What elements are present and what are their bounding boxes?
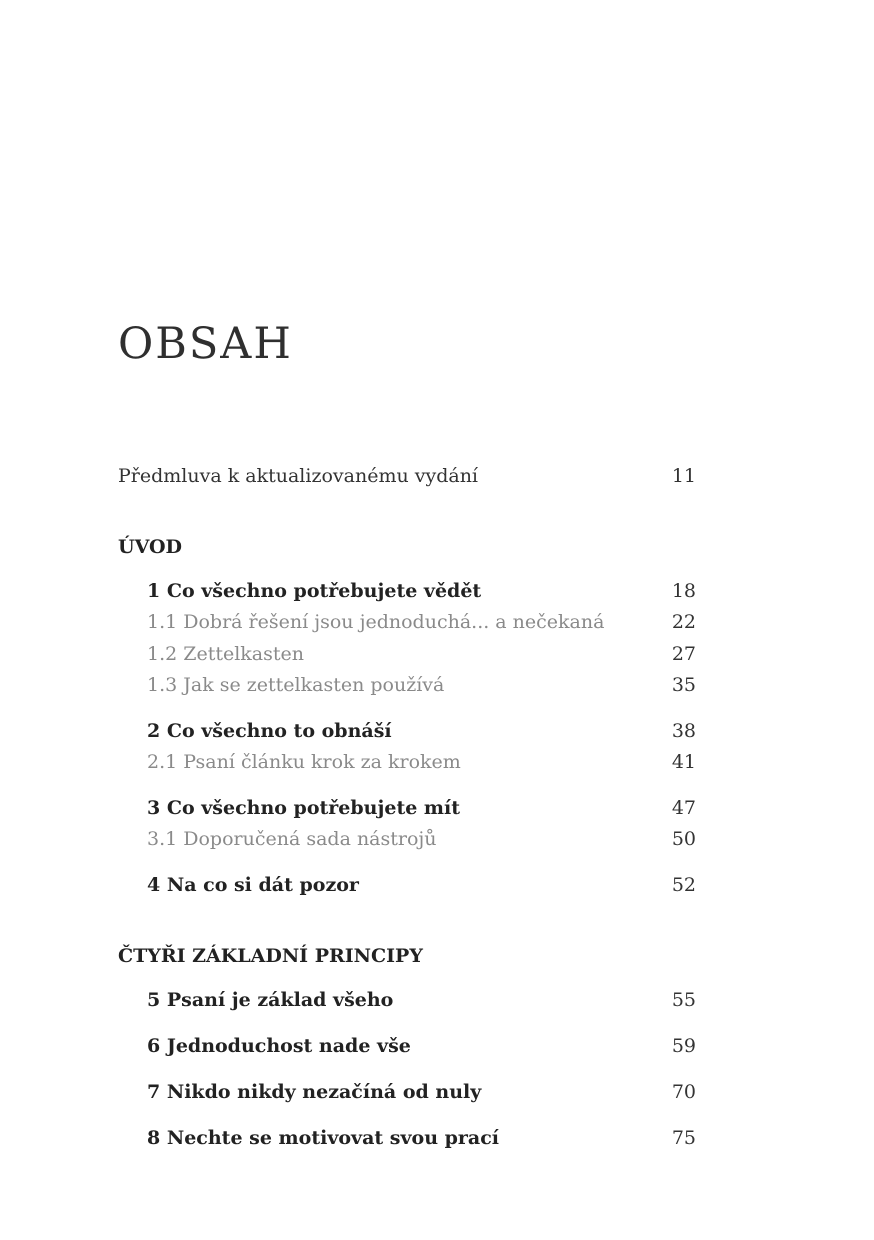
toc-entry-label: 1.3 Jak se zettelkasten používá <box>147 674 445 696</box>
section-heading-principy: ČTYŘI ZÁKLADNÍ PRINCIPY <box>118 945 423 967</box>
toc-entry-label: 5 Psaní je základ všeho <box>147 989 394 1011</box>
toc-entry-page: 55 <box>671 989 696 1011</box>
toc-entry-foreword[interactable] <box>118 462 696 490</box>
toc-entry-subchapter[interactable] <box>147 671 696 699</box>
section-heading-uvod: ÚVOD <box>118 536 183 558</box>
toc-entry-label: 8 Nechte se motivovat svou prací <box>147 1127 500 1149</box>
toc-entry-chapter[interactable] <box>147 1032 696 1060</box>
toc-entry-page: 38 <box>671 720 696 742</box>
toc-entry-page: 52 <box>671 874 696 896</box>
toc-entry-label: 1.1 Dobrá řešení jsou jednoduchá... a nečekaná <box>147 611 605 633</box>
toc-entry-page: 35 <box>671 674 696 696</box>
toc-entry-page: 75 <box>671 1127 696 1149</box>
toc-entry-page: 18 <box>671 580 696 602</box>
toc-entry-label: 1.2 Zettelkasten <box>147 643 305 665</box>
toc-entry-page: 41 <box>671 751 696 773</box>
toc-entry-subchapter[interactable] <box>147 825 696 853</box>
toc-entry-page: 47 <box>671 797 696 819</box>
toc-entry-page: 11 <box>671 465 696 487</box>
toc-entry-label: 1 Co všechno potřebujete vědět <box>147 580 482 602</box>
toc-entry-subchapter[interactable] <box>147 748 696 776</box>
toc-entry-label: 2 Co všechno to obnáší <box>147 720 392 742</box>
page-title: OBSAH <box>118 319 293 369</box>
toc-entry-label: 4 Na co si dát pozor <box>147 874 359 896</box>
toc-entry-page: 22 <box>671 611 696 633</box>
toc-entry-chapter[interactable] <box>147 577 696 605</box>
toc-entry-page: 50 <box>671 828 696 850</box>
toc-entry-chapter[interactable] <box>147 871 696 899</box>
toc-entry-label: Předmluva k aktualizovanému vydání <box>118 465 479 487</box>
toc-entry-subchapter[interactable] <box>147 608 696 636</box>
toc-entry-label: 7 Nikdo nikdy nezačíná od nuly <box>147 1081 482 1103</box>
toc-entry-chapter[interactable] <box>147 1124 696 1152</box>
toc-entry-label: 3.1 Doporučená sada nástrojů <box>147 828 437 850</box>
toc-entry-chapter[interactable] <box>147 794 696 822</box>
toc-entry-label: 6 Jednoduchost nade vše <box>147 1035 411 1057</box>
toc-entry-page: 27 <box>671 643 696 665</box>
toc-entry-chapter[interactable] <box>147 986 696 1014</box>
toc-entry-label: 2.1 Psaní článku krok za krokem <box>147 751 461 773</box>
toc-entry-chapter[interactable] <box>147 1078 696 1106</box>
toc-entry-page: 70 <box>671 1081 696 1103</box>
toc-entry-label: 3 Co všechno potřebujete mít <box>147 797 461 819</box>
toc-entry-chapter[interactable] <box>147 717 696 745</box>
toc-entry-page: 59 <box>671 1035 696 1057</box>
toc-entry-subchapter[interactable] <box>147 640 696 668</box>
